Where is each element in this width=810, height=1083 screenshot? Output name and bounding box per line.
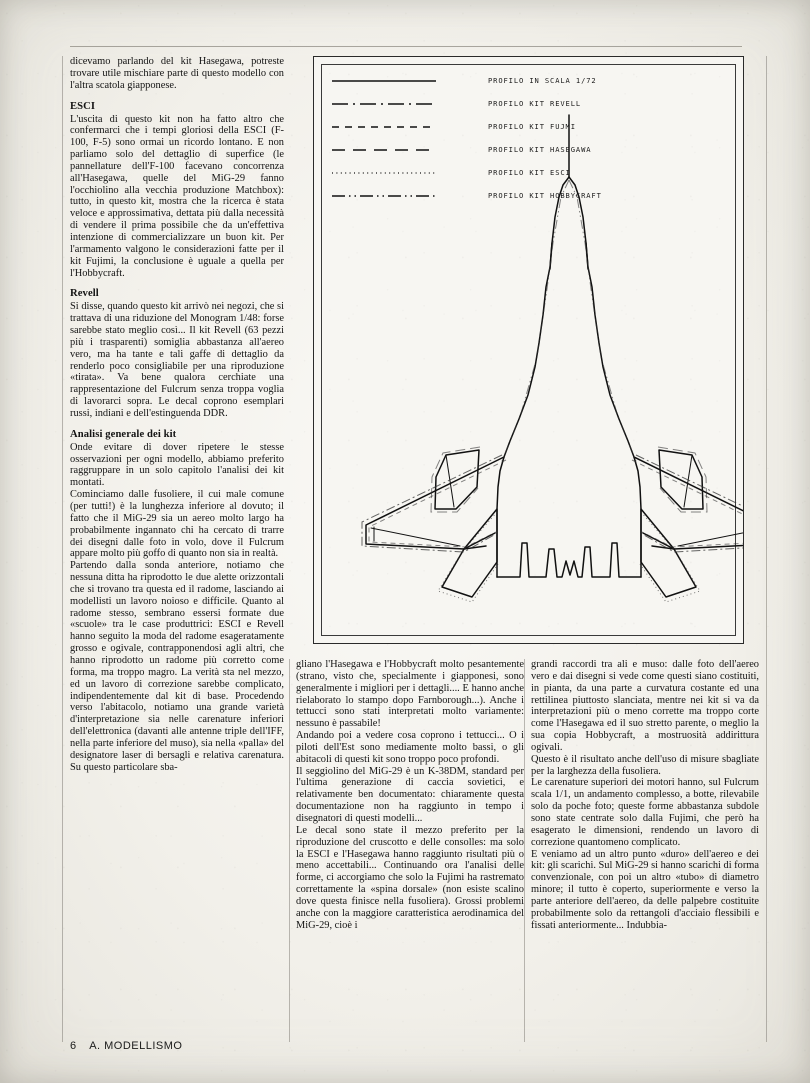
legend-row	[330, 92, 728, 115]
legend-row	[330, 69, 728, 92]
legend-row	[330, 161, 728, 184]
line-solid-icon	[330, 75, 438, 87]
body-paragraph: Onde evitare di dover ripetere le stesse osservazioni per ogni modello, abbiamo preferito raggruppare in un solo capitolo l'analisi dei kit montati.	[70, 441, 284, 489]
body-paragraph: Le carenature superiori dei motori hanno, sul Fulcrum scala 1/1, un andamento complesso, a botte, rilevabile solo da poche foto; queste forme abbastanza subdole sono state centrate solo dalla Fujimi, che però ha esagerato le dimensioni, rendendo un lavoro di correzione quantomeno complicato.	[531, 777, 759, 848]
body-paragraph: L'uscita di questo kit non ha fatto altro che confermarci che i tempi gloriosi della ESCI (F-100, F-5) sono ormai un ricordo lontano. E non parliamo solo del dettaglio di superfice (le pannellature dell'F-100 facevano concorrenza all'Hasegawa, quelle del MiG-29 fanno l'occhiolino alla vecchia produzione Matchbox): tutto, in questo kit, mostra che la ricerca è stata veloce e approssimativa, dettata più dalla necessità di vendere il prima possibile che da un'effettiva intenzione di commercializzare un buon kit. Per l'armamento valgono le considerazioni fatte per il kit Fujimi, la conclusione è uguale a quella per l'Hobbycraft.	[70, 113, 284, 279]
section-heading: ESCI	[70, 100, 96, 112]
column-rule-far-right	[766, 56, 767, 1042]
body-paragraph: Cominciamo dalle fusoliere, il cui male comune (per tutti!) è la lunghezza inferiore al dovuto; il fatto che il MiG-29 sia un aereo molto largo ha probabilmente ingannato chi ha cercato di trarre dei disegni dalle foto in volo, dove il Fulcrum appare molto più goffo di quanto non sia in realtà.	[70, 489, 284, 560]
body-paragraph: grandi raccordi tra ali e muso: dalle foto dell'aereo vero e dai disegni si vede come questi siano costituiti, in pianta, da una parte a curvatura costante ed una rettilinea piuttosto slanciata, mentre nei kit si va da interpretazioni più o meno corrette ma troppo corte come l'Hasegawa ed il suo stretto parente, o meglio la sua copia Hobbycraft, a mostruosità addirittura ogivali.	[531, 659, 759, 753]
body-paragraph: Questo è il risultato anche dell'uso di misure sbagliate per la larghezza della fusoliera.	[531, 753, 759, 777]
legend-row	[330, 184, 728, 207]
page-number: 6	[70, 1040, 77, 1052]
body-paragraph: Andando poi a vedere cosa coprono i tettucci... O i piloti dell'Est sono mediamente molto bassi, o gli abitacoli di questi kit sono troppo poco profondi.	[296, 730, 524, 765]
legend-label-esci: PROFILO KIT ESCI	[488, 168, 571, 177]
body-paragraph: Si disse, quando questo kit arrivò nei negozi, che si trattava di una riduzione del Monogram 1/48: forse sarebbe stato meglio così... Il kit Revell (63 pezzi più i trasparenti) somiglia abbastanza all'aereo vero, ma ha tante e tali gaffe di dettaglio da renderlo poco consigliabile per una riproduzione «tirata». Va bene qualora cerchiate una rappresentazione del Fulcrum senza troppa voglia di lavorarci sopra. Le decal coprono esemplari russi, indiani e dell'estinguenda DDR.	[70, 301, 284, 419]
body-paragraph: Partendo dalla sonda anteriore, notiamo che nessuna ditta ha riprodotto le due alette orizzontali che si trovano tra questa ed il radome, lasciando ai modellisti un lavoro noioso e difficile. Quanto al radome stesso, sembrano essersi formate due «scuole» tra le case produttrici: ESCI e Revell hanno seguito la moda del radome esageratamente grosso e ogivale, contrapponendosi agli altri, che hanno riprodotto un radome più corretto come forma, ma troppo magro. La verità sta nel mezzo, ed un lavoro di correzione sarebbe complicato, indipendentemente dal kit di base. Procedendo verso l'abitacolo, notiamo una grande varietà d'interpretazione sia nelle carenature inferiori dell'elettronica (davanti alle antenne triple dell'IFF, nella parte inferiore del muso), sia nella «palla» del designatore laser di bersagli e relativa carenatura. Su questo particolare sba-	[70, 560, 284, 773]
section-heading: Analisi generale dei kit	[70, 428, 177, 440]
line-dash-dot-dot-icon	[330, 190, 438, 202]
body-paragraph: Il seggiolino del MiG-29 è un K-38DM, standard per l'ultima generazione di caccia sovietici, e relativamente ben documentato: chiaramente questa documentazione non ha raggiunto in tempo i disegnatori di questi modelli...	[296, 765, 524, 824]
body-paragraph: gliano l'Hasegawa e l'Hobbycraft molto pesantemente (strano, visto che, specialmente i giapponesi, sono generalmente i migliori per i dettagli.... E hanno anche rielaborato lo stampo dopo Farnborough...). Anche i tettucci sono stati interpretati molto variamente: nessuno è passabile!	[296, 659, 524, 730]
legend-label-hasegawa: PROFILO KIT HASEGAWA	[488, 145, 592, 154]
body-paragraph: Le decal sono state il mezzo preferito per la riproduzione del cruscotto e delle consolles: ma solo la ESCI e l'Hasegawa hanno raggiunto risultati più o meno accettabili... Continuando ora l'analisi delle forme, ci accorgiamo che solo la Fujimi ha rastremato correttamente la «spina dorsale» (non esiste scalino dove questa finisce nella fusoliera). Grossi problemi anche con la maggiore caratteristica aerodinamica del MiG-29, cioè i	[296, 824, 524, 931]
line-dashed-icon	[330, 121, 438, 133]
legend-row	[330, 138, 728, 161]
line-dotted-icon	[330, 167, 438, 179]
legend-label-scale: PROFILO IN SCALA 1/72	[488, 76, 597, 85]
legend-row	[330, 115, 728, 138]
body-paragraph: dicevamo parlando del kit Hasegawa, potreste trovare utile mischiare parte di questo modello con l'altra scatola giapponese.	[70, 56, 284, 91]
figure-legend	[330, 69, 728, 207]
legend-label-hobbycraft: PROFILO KIT HOBBYCRAFT	[488, 191, 602, 200]
text-column-2	[296, 659, 524, 931]
figure-panel	[313, 56, 744, 644]
header-rule	[70, 46, 742, 47]
publication-name: A. MODELLISMO	[89, 1040, 183, 1052]
body-paragraph: E veniamo ad un altro punto «duro» dell'aereo e dei kit: gli scarichi. Sul MiG-29 si hanno scarichi di forma convenzionale, con poi un altro «tubo» di diametro minore; il tutto è coperto, superiormente e verso la parte anteriore dell'aereo, da delle palpebre costituite probabilmente solo da rettangoli d'acciaio flessibili e fissati anteriormente... Indubbia-	[531, 848, 759, 931]
legend-label-fujimi: PROFILO KIT FUJMI	[488, 122, 576, 131]
line-dash-dot-icon	[330, 98, 438, 110]
section-heading: Revell	[70, 288, 99, 300]
legend-label-revell: PROFILO KIT REVELL	[488, 99, 582, 108]
column-rule-left	[62, 56, 63, 1042]
column-rule-mid	[289, 659, 290, 1042]
line-long-dash-icon	[330, 144, 438, 156]
text-column-3	[531, 659, 759, 931]
column-rule-right	[524, 659, 525, 1042]
text-column-1	[70, 56, 284, 773]
page-footer	[70, 1040, 182, 1052]
